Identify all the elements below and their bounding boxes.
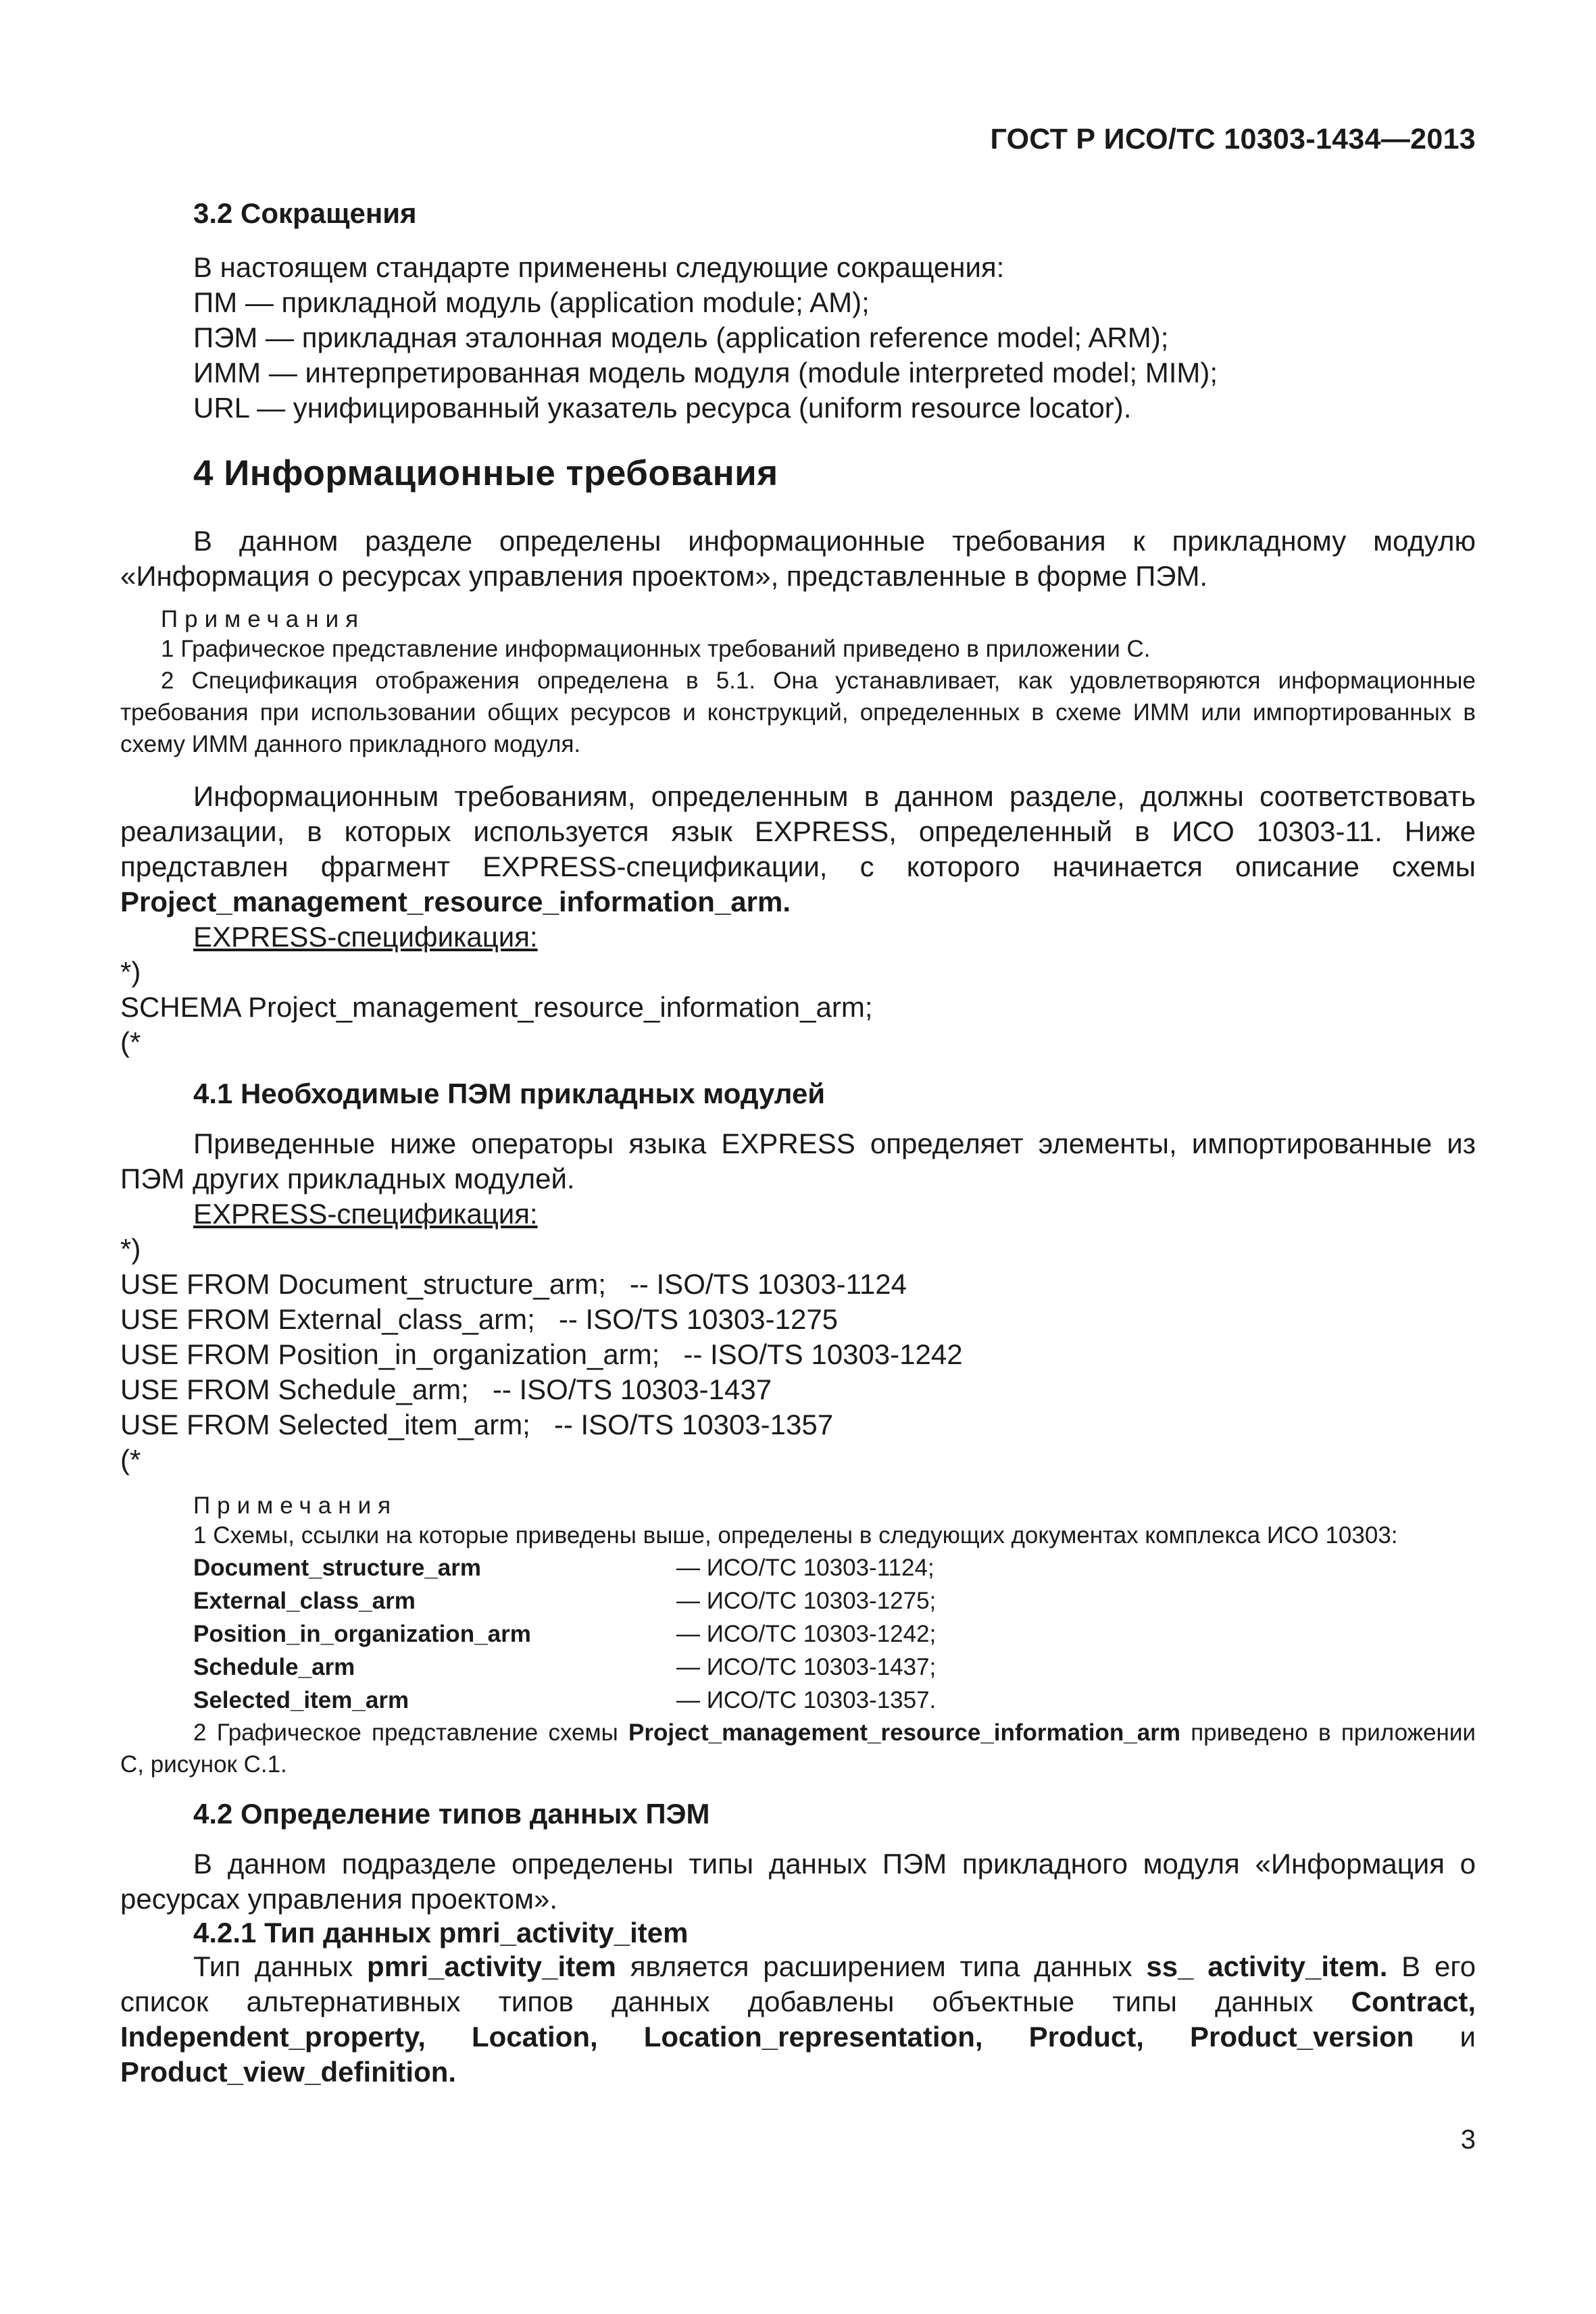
notes-block — [120, 1519, 1476, 1551]
section-4-1-paragraph: Приведенные ниже операторы языка EXPRESS определяет элементы, импортированные из ПЭМ других прикладных модулей. — [120, 1128, 1476, 1194]
schema-name: Project_management_resource_information_arm — [628, 1719, 1180, 1746]
standard-code-header: ГОСТ Р ИСО/ТС 10303-1434—2013 — [990, 123, 1476, 155]
note-item: 1 Схемы, ссылки на которые приведены выше, определены в следующих документах комплекса ИСО 10303: — [193, 1522, 1398, 1549]
note-item: 2 Графическое представление схемы Project_management_resource_information_arm приведено в приложении С, рисунок С.1. — [120, 1719, 1476, 1778]
code-line: *) — [120, 956, 141, 988]
abbrev-line: URL — унифицированный указатель ресурса (uniform resource locator). — [193, 392, 1132, 424]
reference-document: — ИСО/ТС 10303-1242; — [676, 1621, 937, 1647]
notes-heading: Примечания — [161, 606, 366, 632]
abbrev-line: ИММ — интерпретированная модель модуля (module interpreted model; MIM); — [193, 357, 1218, 388]
abbrev-intro: В настоящем стандарте применены следующие сокращения: — [193, 251, 1005, 283]
page-number: 3 — [1460, 2125, 1476, 2155]
reference-row — [193, 1651, 1476, 1684]
section-3-2-title: 3.2 Сокращения — [193, 197, 417, 229]
section-4-2-1-paragraph: Тип данных pmri_activity_item является расширением типа данных ss_ activity_item. В его список альтернативных типов данных добавлены объектные типы данных Contract, Independent_property, Location, Location_representation, Product, Product_version и Product_view_definition. — [120, 1951, 1476, 2088]
reference-schema: Selected_item_arm — [193, 1687, 409, 1713]
reference-row — [193, 1684, 1476, 1717]
reference-schema: Document_structure_arm — [193, 1555, 481, 1581]
code-line: SCHEMA Project_management_resource_information_arm; — [120, 991, 873, 1023]
notes-block — [120, 633, 1476, 760]
express-intro-paragraph — [120, 779, 1476, 920]
code-line: USE FROM Document_structure_arm; -- ISO/TS 10303-1124 — [120, 1268, 907, 1300]
section-4-title: 4 Информационные требования — [193, 453, 778, 493]
code-line: USE FROM External_class_arm; -- ISO/TS 10303-1275 — [120, 1303, 839, 1335]
notes-block — [120, 1717, 1476, 1780]
note-item: 1 Графическое представление информационных требований приведено в приложении С. — [161, 636, 1151, 662]
reference-document: — ИСО/ТС 10303-1357. — [676, 1687, 937, 1713]
reference-document: — ИСО/ТС 10303-1437; — [676, 1654, 937, 1680]
express-intro-text: Информационным требованиям, определенным в данном разделе, должны соответствовать реализации, в которых используется язык EXPRESS, определенный в ИСО 10303-11. Ниже представлен фрагмент EXPRESS-спецификации, с которого начинается описание схемы — [120, 780, 1476, 882]
reference-row — [193, 1584, 1476, 1617]
express-spec-label: EXPRESS-спецификация: — [193, 921, 538, 953]
reference-row — [193, 1551, 1476, 1584]
page-content — [120, 197, 1476, 2090]
reference-schema: Position_in_organization_arm — [193, 1621, 531, 1647]
abbrev-line: ПМ — прикладной модуль (application module; AM); — [193, 286, 870, 318]
reference-document: — ИСО/ТС 10303-1124; — [676, 1555, 934, 1581]
notes-heading: Примечания — [193, 1492, 398, 1519]
reference-schema: External_class_arm — [193, 1588, 416, 1614]
reference-document: — ИСО/ТС 10303-1275; — [676, 1588, 937, 1614]
section-4-2-1-title: 4.2.1 Тип данных pmri_activity_item — [193, 1917, 689, 1948]
code-line: *) — [120, 1233, 141, 1265]
express-spec-label: EXPRESS-спецификация: — [193, 1198, 538, 1230]
code-line: USE FROM Schedule_arm; -- ISO/TS 10303-1437 — [120, 1374, 772, 1405]
section-4-2-paragraph: В данном подразделе определены типы данных ПЭМ прикладного модуля «Информация о ресурсах управления проектом». — [120, 1848, 1476, 1915]
code-line: (* — [120, 1444, 141, 1476]
code-line: USE FROM Selected_item_arm; -- ISO/TS 10303-1357 — [120, 1409, 834, 1440]
schema-reference-list — [193, 1551, 1476, 1717]
code-line: (* — [120, 1026, 141, 1058]
code-line: USE FROM Position_in_organization_arm; -- ISO/TS 10303-1242 — [120, 1338, 963, 1370]
reference-schema: Schedule_arm — [193, 1654, 355, 1680]
section-4-1-title: 4.1 Необходимые ПЭМ прикладных модулей — [193, 1078, 826, 1109]
section-4-paragraph: В данном разделе определены информационные требования к прикладному модулю «Информация о ресурсах управления проектом», представленные в форме ПЭМ. — [120, 525, 1476, 592]
reference-row — [193, 1617, 1476, 1651]
abbrev-line: ПЭМ — прикладная эталонная модель (application reference model; ARM); — [193, 322, 1169, 353]
schema-name: Project_management_resource_information_arm. — [120, 886, 791, 917]
note-item: 2 Спецификация отображения определена в 5.1. Она устанавливает, как удовлетворяются информационные требования при использовании общих ресурсов и конструкций, определенных в схеме ИММ или импортированных в схему ИММ данного прикладного модуля. — [120, 668, 1476, 757]
section-4-2-title: 4.2 Определение типов данных ПЭМ — [193, 1798, 710, 1830]
